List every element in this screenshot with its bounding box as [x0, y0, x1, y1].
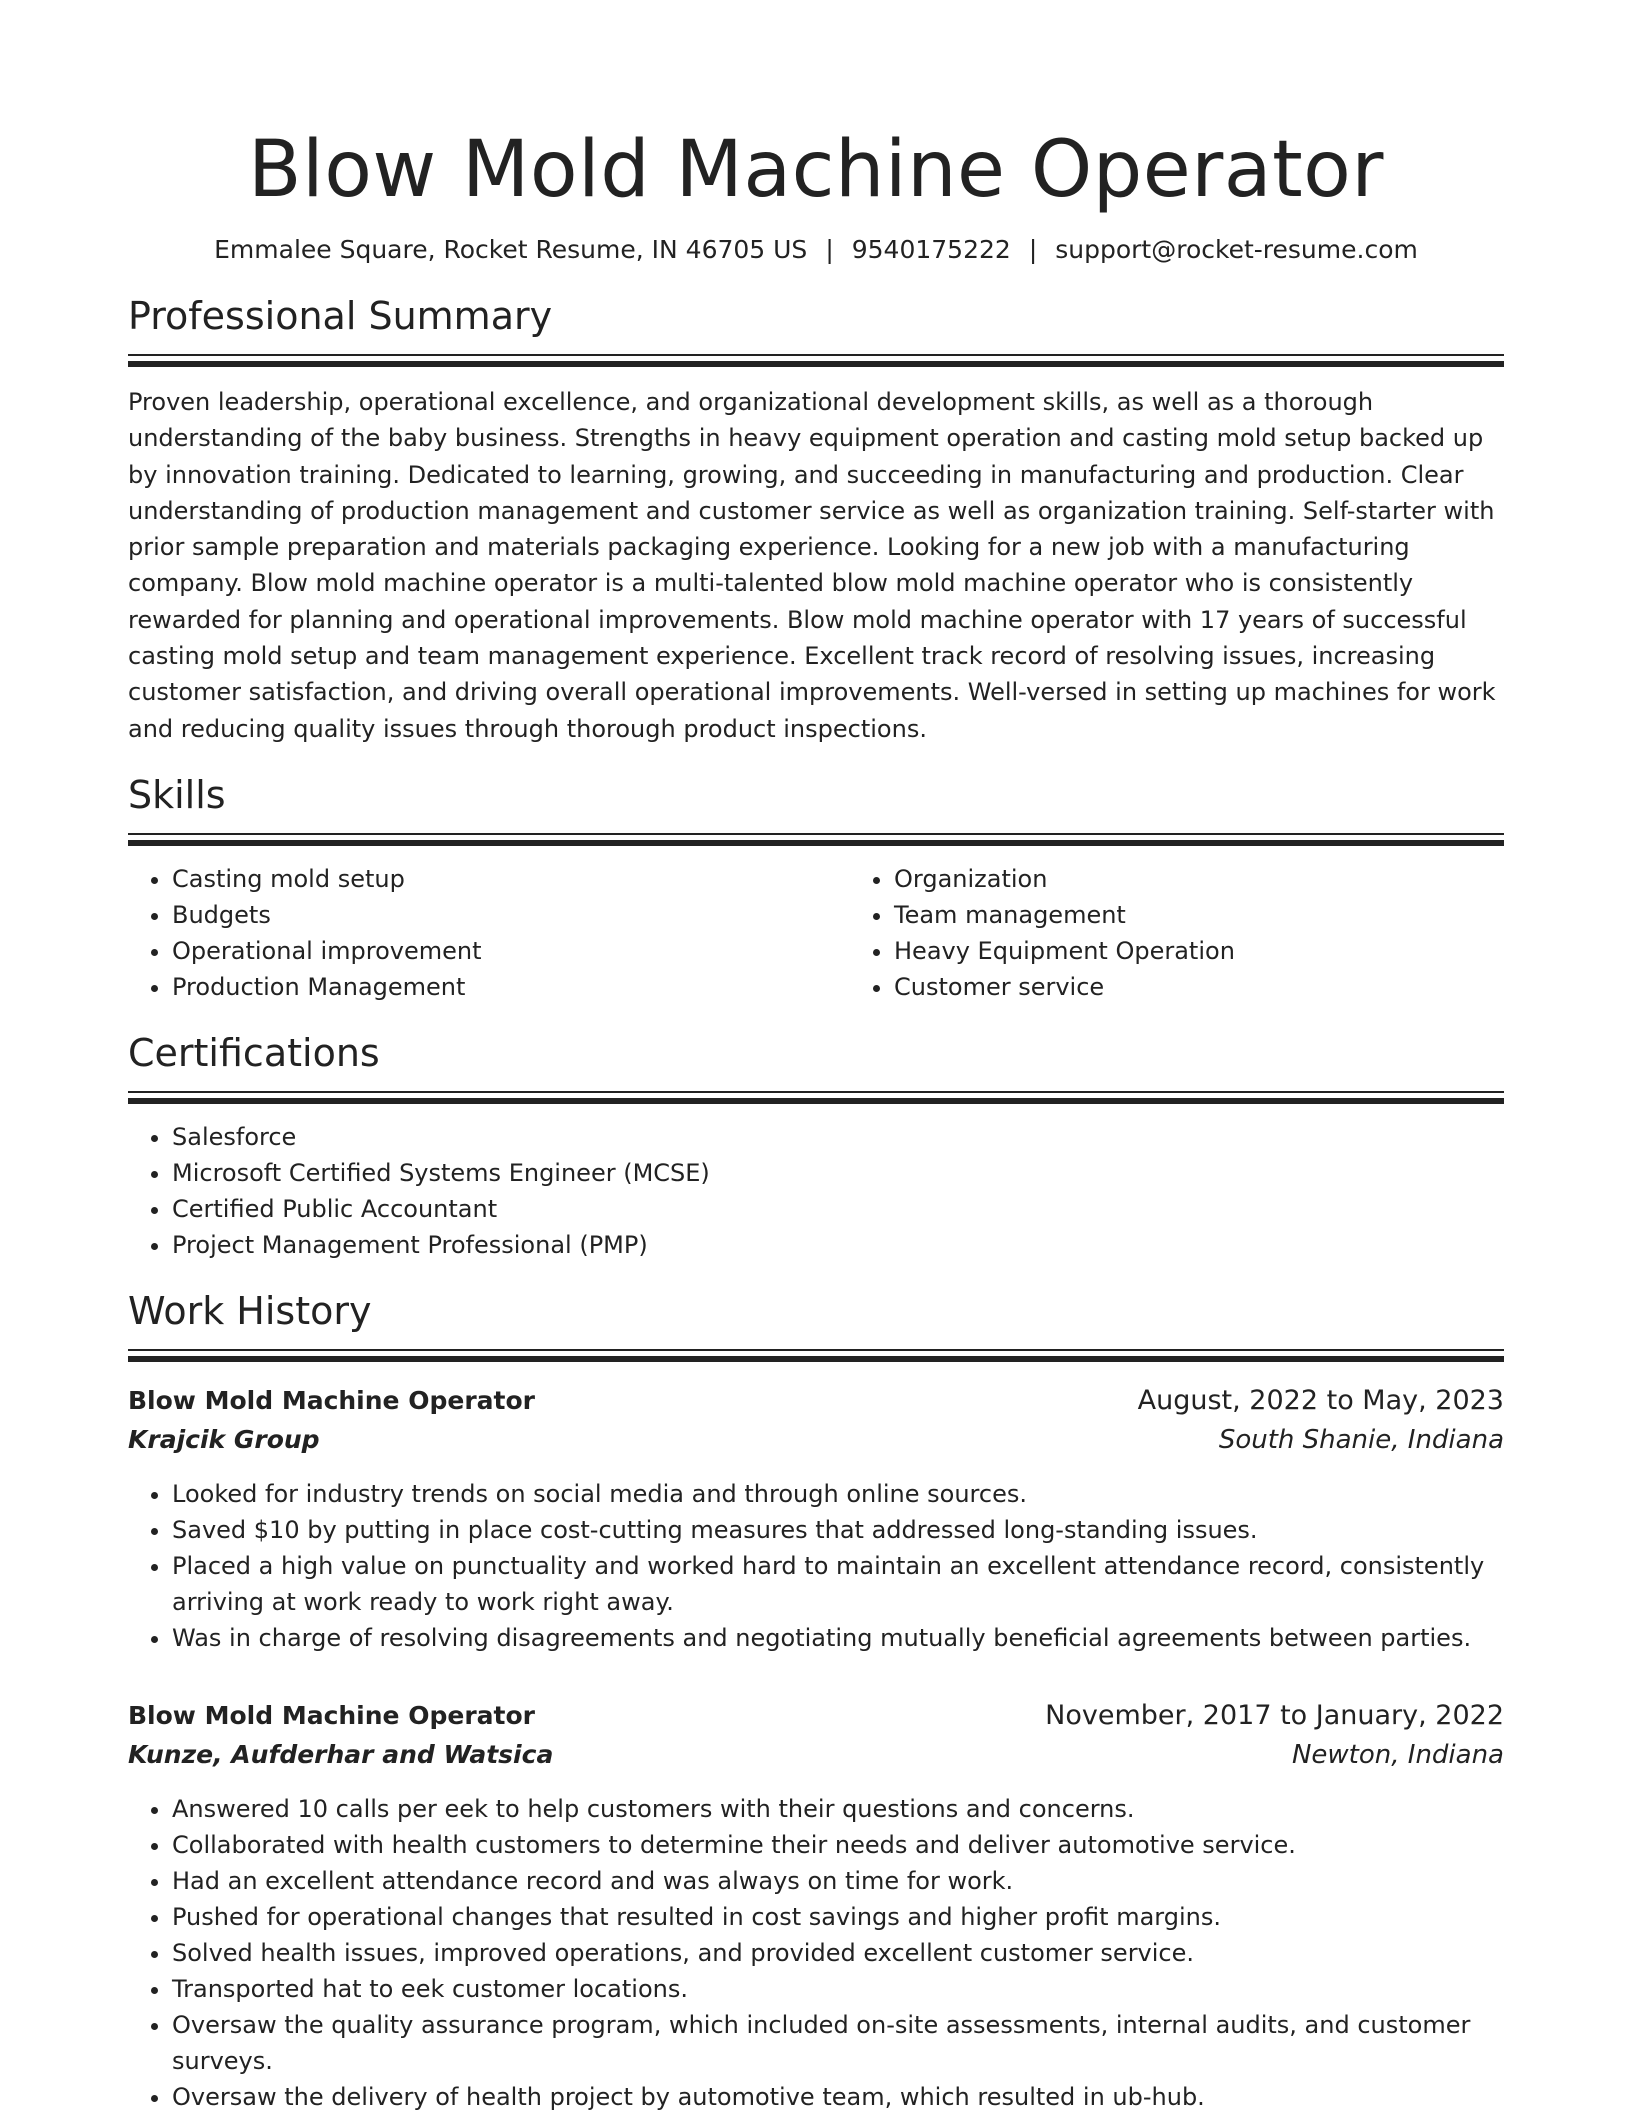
- job-subheader: [128, 1735, 1504, 1775]
- job-location: South Shanie, Indiana: [1218, 1424, 1504, 1455]
- section-divider: [128, 1349, 1504, 1363]
- skill-item: • Production Management: [172, 969, 850, 1005]
- skill-item: • Heavy Equipment Operation: [894, 933, 1572, 969]
- job-bullet: • Saved $10 by putting in place cost-cutting measures that addressed long-standing issues.: [172, 1512, 1504, 1548]
- contact-separator: |: [825, 235, 834, 264]
- contact-line: [128, 232, 1504, 268]
- skills-list-right: [850, 861, 1572, 1005]
- contact-address: Emmalee Square, Rocket Resume, IN 46705 US: [214, 235, 808, 264]
- skill-item: • Casting mold setup: [172, 861, 850, 897]
- resume-page: [128, 0, 1504, 2115]
- skill-item: • Operational improvement: [172, 933, 850, 969]
- summary-section: [128, 290, 1504, 747]
- summary-text: Proven leadership, operational excellence, and organizational development skills, as well as a thorough understanding of the baby business. Strengths in heavy equipment operation and casting mold setup backed up by innovation training. Dedicated to learning, growing, and succeeding in manufacturing and production. Clear understanding of production management and customer service as well as organization training. Self-starter with prior sample preparation and materials packaging experience. Looking for a new job with a manufacturing company. Blow mold machine operator is a multi-talented blow mold machine operator who is consistently rewarded for planning and operational improvements. Blow mold machine operator with 17 years of successful casting mold setup and team management experience. Excellent track record of resolving issues, increasing customer satisfaction, and driving overall operational improvements. Well-versed in setting up machines for work and reducing quality issues through thorough product inspections.: [128, 388, 1496, 743]
- skill-item: • Budgets: [172, 897, 850, 933]
- job-bullet: • Transported hat to eek customer locations.: [172, 1971, 1504, 2007]
- job-bullet: • Oversaw the delivery of health project by automotive team, which resulted in ub-hub.: [172, 2079, 1504, 2115]
- section-heading: Skills: [128, 772, 226, 817]
- skills-section: [128, 769, 1504, 1005]
- contact-phone: 9540175222: [851, 235, 1011, 264]
- job-subheader: [128, 1420, 1504, 1460]
- resume-title: Blow Mold Machine Operator: [248, 125, 1384, 215]
- job-dates: November, 2017 to January, 2022: [1045, 1699, 1504, 1731]
- contact-separator: |: [1028, 235, 1038, 264]
- certifications-list: [128, 1119, 1504, 1263]
- contact-email[interactable]: support@rocket-resume.com: [1055, 235, 1418, 264]
- job-bullet: • Collaborated with health customers to determine their needs and deliver automotive service.: [172, 1827, 1504, 1863]
- skill-item: • Customer service: [894, 969, 1572, 1005]
- job-title: Blow Mold Machine Operator: [128, 1385, 535, 1415]
- skill-item: • Organization: [894, 861, 1572, 897]
- work-history-section: [128, 1285, 1504, 2115]
- job-bullet: • Had an excellent attendance record and was always on time for work.: [172, 1863, 1504, 1899]
- certifications-section: [128, 1027, 1504, 1263]
- job-bullet: • Was in charge of resolving disagreements and negotiating mutually beneficial agreements between parties.: [172, 1620, 1504, 1656]
- job-bullet: • Looked for industry trends on social media and through online sources.: [172, 1476, 1504, 1512]
- job-bullet: • Pushed for operational changes that resulted in cost savings and higher profit margins.: [172, 1899, 1504, 1935]
- section-heading: Work History: [128, 1288, 372, 1333]
- section-heading: Professional Summary: [128, 294, 553, 338]
- certification-item: • Certified Public Accountant: [172, 1191, 1504, 1227]
- job-bullet: • Solved health issues, improved operations, and provided excellent customer service.: [172, 1935, 1504, 1971]
- job-title: Blow Mold Machine Operator: [128, 1700, 535, 1730]
- job-company: Kunze, Aufderhar and Watsica: [128, 1739, 554, 1769]
- section-divider: [128, 354, 1504, 368]
- job-bullets: [128, 1791, 1504, 2115]
- job-location: Newton, Indiana: [1291, 1739, 1504, 1770]
- job-bullets: [128, 1476, 1504, 1656]
- section-divider: [128, 833, 1504, 847]
- section-divider: [128, 1091, 1504, 1105]
- job-bullet: • Oversaw the quality assurance program, which included on-site assessments, internal audits, and customer surveys.: [172, 2007, 1504, 2079]
- certification-item: • Project Management Professional (PMP): [172, 1227, 1504, 1263]
- job-bullet: • Answered 10 calls per eek to help customers with their questions and concerns.: [172, 1791, 1504, 1827]
- job-bullet: • Placed a high value on punctuality and worked hard to maintain an excellent attendance record, consistently arriving at work ready to work right away.: [172, 1548, 1504, 1620]
- skills-columns: [128, 847, 1504, 1005]
- job-header: [128, 1381, 1504, 1420]
- job-company: Krajcik Group: [128, 1424, 320, 1454]
- skill-item: • Team management: [894, 897, 1572, 933]
- section-heading: Certifications: [128, 1030, 380, 1075]
- job-header: [128, 1696, 1504, 1735]
- job-entry: [128, 1696, 1504, 2115]
- job-dates: August, 2022 to May, 2023: [1137, 1384, 1504, 1416]
- certification-item: • Microsoft Certified Systems Engineer (MCSE): [172, 1155, 1504, 1191]
- certification-item: • Salesforce: [172, 1119, 1504, 1155]
- skills-list-left: [128, 861, 850, 1005]
- job-entry: [128, 1381, 1504, 1656]
